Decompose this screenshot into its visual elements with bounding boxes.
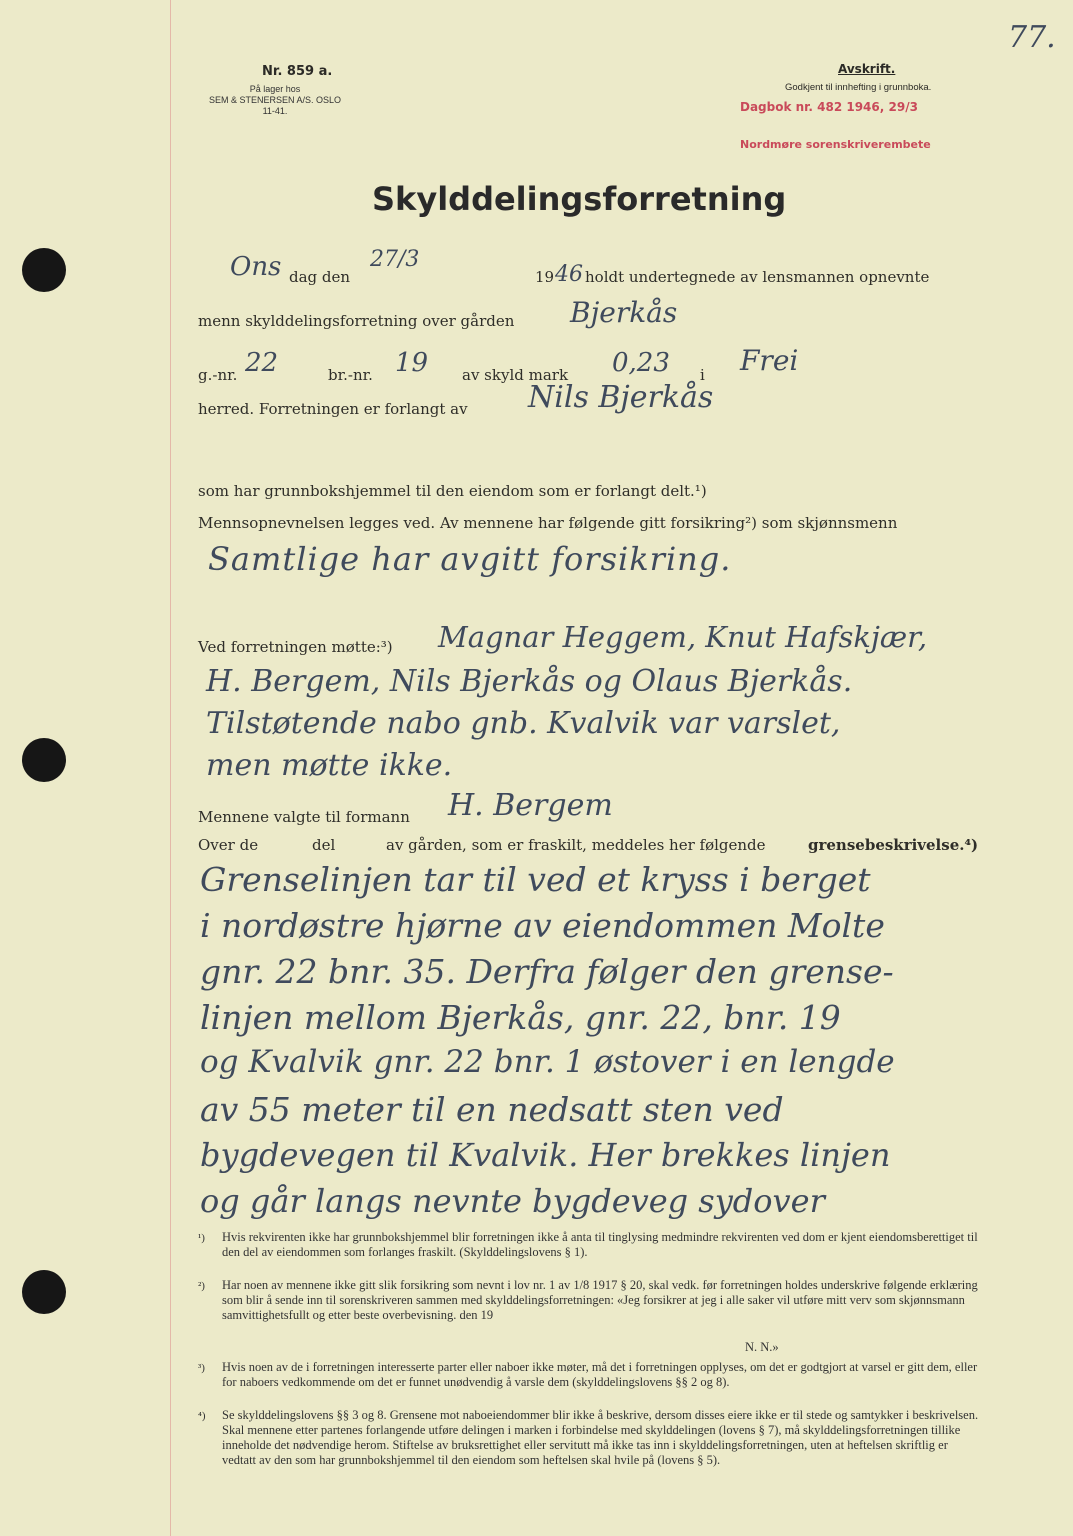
stamp-dagbok: Dagbok nr. 482 1946, 29/3 bbox=[740, 100, 918, 114]
footnote-text: Har noen av mennene ikke gitt slik forsikring som nevnt i lov nr. 1 av 1/8 1917 § 20, skal vedk. før forretningen holdes underskrive følgende erklæring som blir å sende inn til sorenskriveren sammen med skylddelingsforretningen: «Jeg forsikrer at jeg i alle saker vil utføre mitt verv som skjønnsmann samvittighetsfullt og etter beste overbevisning. den 19 bbox=[222, 1278, 978, 1322]
form-number: Nr. 859 a. bbox=[262, 64, 333, 79]
footnote-text: Hvis rekvirenten ikke har grunnbokshjemmel blir forretningen ikke å anta til tinglysing medmindre rekvirenten ved dom er kjent eiendomsberettiget til den del av eiendommen som forlanges fraskilt. (Skylddelingslovens § 1). bbox=[222, 1230, 978, 1259]
margin-line bbox=[170, 0, 171, 1536]
boundary-line: og Kvalvik gnr. 22 bnr. 1 østover i en lengde bbox=[200, 1044, 895, 1080]
year-printed: 19 bbox=[535, 268, 555, 286]
footnote-number: ⁴) bbox=[198, 1410, 206, 1422]
weekday-handwritten: Ons bbox=[230, 252, 282, 282]
boundary-intro-a: Over de bbox=[198, 836, 259, 854]
footnote-number: ²) bbox=[198, 1280, 205, 1292]
footnote-number: ³) bbox=[198, 1362, 205, 1374]
year-handwritten: 46 bbox=[555, 262, 583, 287]
boundary-line: og går langs nevnte bygdeveg sydover bbox=[200, 1182, 825, 1220]
line1-text: holdt undertegnede av lensmannen opnevnte bbox=[585, 268, 930, 286]
chair-name: H. Bergem bbox=[448, 788, 613, 823]
boundary-line: gnr. 22 bnr. 35. Derfra følger den grense- bbox=[200, 952, 894, 991]
bnr-label: br.-nr. bbox=[328, 366, 373, 384]
avskrift-label: Avskrift. bbox=[838, 62, 896, 76]
herred-i-label: i bbox=[700, 366, 705, 384]
boundary-line: bygdevegen til Kvalvik. Her brekkes linjen bbox=[200, 1136, 891, 1174]
publisher-block bbox=[205, 84, 345, 117]
farm-name: Bjerkås bbox=[570, 296, 678, 329]
boundary-line: linjen mellom Bjerkås, gnr. 22, bnr. 19 bbox=[200, 998, 841, 1037]
document-title: Skylddelingsforretning bbox=[372, 180, 787, 218]
footnote-number: ¹) bbox=[198, 1232, 205, 1244]
gnr-value: 22 bbox=[245, 348, 279, 378]
herred-name: Frei bbox=[740, 344, 799, 377]
punch-hole-bottom bbox=[22, 1270, 66, 1314]
approval-note: Godkjent til innhefting i grunnboka. bbox=[785, 82, 932, 93]
attendees-label: Ved forretningen møtte:³) bbox=[198, 638, 393, 656]
farm-label: menn skylddelingsforretning over gården bbox=[198, 312, 515, 330]
publisher-line: SEM & STENERSEN A/S. OSLO bbox=[208, 95, 342, 105]
boundary-intro-b: del bbox=[312, 836, 336, 854]
forsikring-handwritten: Samtlige har avgitt forsikring. bbox=[208, 540, 732, 578]
punch-hole-top bbox=[22, 248, 66, 292]
skyld-value: 0,23 bbox=[612, 348, 670, 378]
stamp-office: Nordmøre sorenskriverembete bbox=[740, 138, 931, 151]
boundary-line: av 55 meter til en nedsatt sten ved bbox=[200, 1090, 784, 1129]
boundary-line: Grenselinjen tar til ved et kryss i berget bbox=[200, 860, 871, 899]
page-number: 77. bbox=[1008, 20, 1056, 55]
mennsopnevnelsen-text: Mennsopnevnelsen legges ved. Av mennene har følgende gitt forsikring²) som skjønnsmenn bbox=[198, 514, 898, 532]
chair-label: Mennene valgte til formann bbox=[198, 808, 410, 826]
date-handwritten: 27/3 bbox=[370, 247, 420, 272]
hjemmel-text: som har grunnbokshjemmel til den eiendom som er forlangt delt.¹) bbox=[198, 482, 707, 500]
attendee-line: Magnar Heggem, Knut Hafskjær, bbox=[438, 620, 928, 654]
attendee-line: H. Bergem, Nils Bjerkås og Olaus Bjerkås. bbox=[206, 664, 853, 699]
boundary-intro-d: grensebeskrivelse.⁴) bbox=[808, 836, 979, 854]
footnote-text: Hvis noen av de i forretningen interesserte parter eller naboer ikke møter, må det i forretningen opplyses, om det er godtgjort at varsel er gitt dem, eller for naboers vedkommende om det er funnet unødvendig å varsle dem (skylddelingslovens §§ 2 og 8). bbox=[222, 1360, 978, 1389]
publisher-line: På lager hos bbox=[249, 84, 301, 94]
footnote-signature: N. N.» bbox=[745, 1340, 779, 1354]
date-label: dag den bbox=[289, 268, 351, 286]
boundary-line: i nordøstre hjørne av eiendommen Molte bbox=[200, 906, 885, 945]
footnote-text: Se skylddelingslovens §§ 3 og 8. Grensene mot naboeiendommer blir ikke å beskrive, dersom disses eiere ikke er til stede og samtykker i beskrivelsen. Skal mennene etter partenes forlangende utføre delingen i marken i forbindelse med skylddelingen (lovens § 7), må skylddelingsforretningen tillike inneholde det nødvendige herom. Stiftelse av bruksrettighet eller servitutt må ikke tas inn i skylddelingsforretningen, uten at heftelsen skriftlig er vedtatt av den som har grunnbokshjemmel til den eiendom som heftelsen skal hvile på (lovens § 5). bbox=[222, 1408, 979, 1467]
attendee-line: men møtte ikke. bbox=[206, 748, 453, 783]
requester-name: Nils Bjerkås bbox=[528, 380, 714, 415]
attendee-line: Tilstøtende nabo gnb. Kvalvik var varslet, bbox=[206, 706, 841, 741]
publisher-line: 11-41. bbox=[262, 106, 288, 116]
bnr-value: 19 bbox=[395, 348, 429, 378]
requester-label: herred. Forretningen er forlangt av bbox=[198, 400, 468, 418]
gnr-label: g.-nr. bbox=[198, 366, 238, 384]
skyld-label: av skyld mark bbox=[462, 366, 569, 384]
punch-hole-middle bbox=[22, 738, 66, 782]
boundary-intro-c: av gården, som er fraskilt, meddeles her følgende bbox=[386, 836, 766, 854]
